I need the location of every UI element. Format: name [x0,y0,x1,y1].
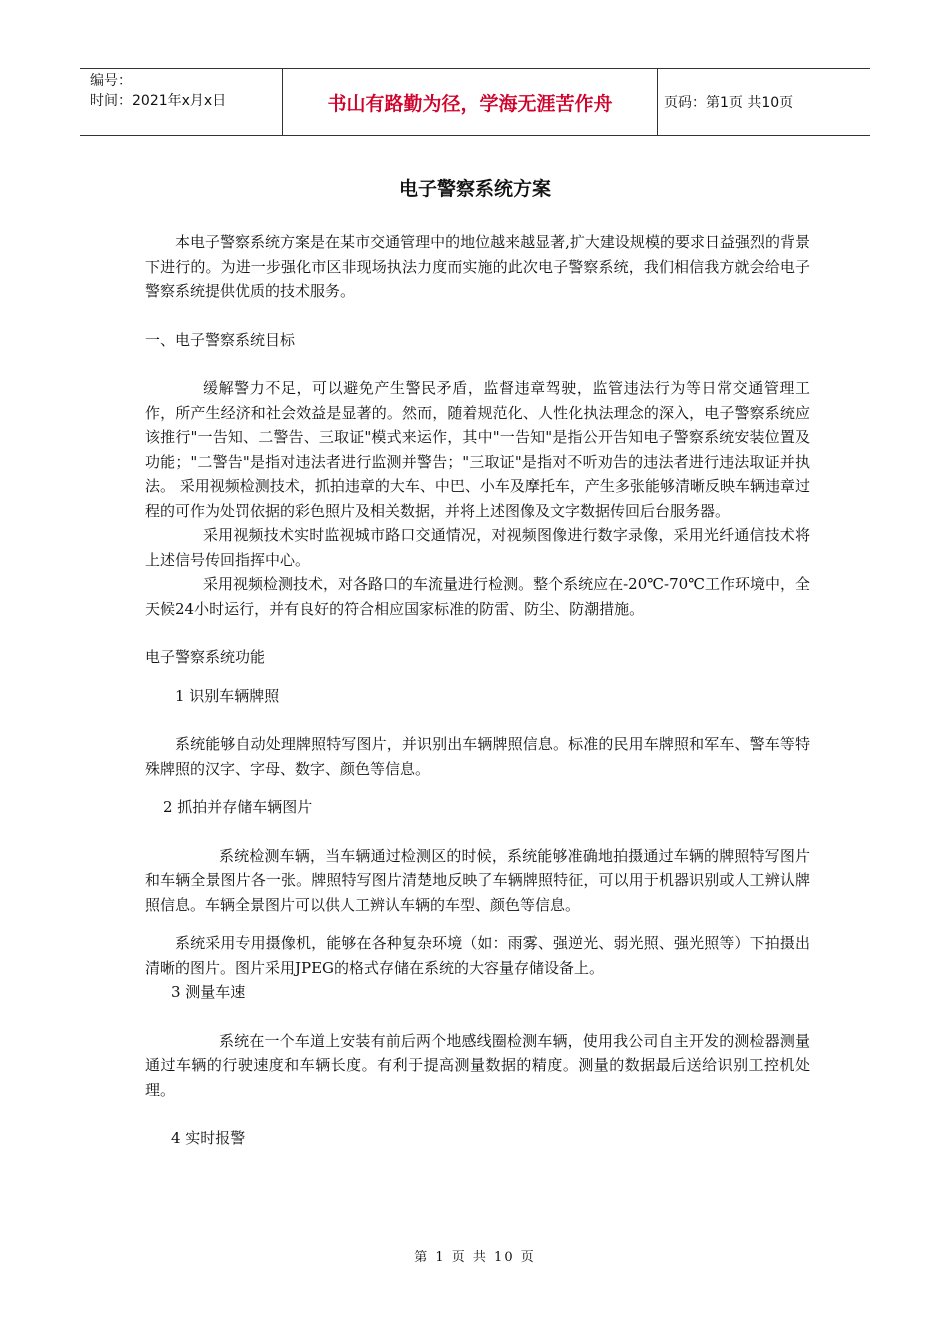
page-header [80,68,870,136]
section-heading-functions: 电子警察系统功能 [145,648,266,666]
capture-store-paragraph-1: 系统检测车辆，当车辆通过检测区的时候，系统能够准确地拍摄通过车辆的牌照特写图片和车辆全景图片各一张。牌照特写图片清楚地反映了车辆牌照特征，可以用于机器识别或人工辨认牌照信息。车辆全景图片可以供人工辨认车辆的车型、颜色等信息。 [145,846,810,914]
document-title: 电子警察系统方案 [398,178,551,200]
plate-recognition-paragraph: 系统能够自动处理牌照特写图片，并识别出车辆牌照信息。标准的民用车牌照和军车、警车等特殊牌照的汉字、字母、数字、颜色等信息。 [145,735,810,778]
capture-store-paragraph-2: 系统采用专用摄像机，能够在各种复杂环境（如：雨雾、强逆光、弱光照、强光照等）下拍摄出清晰的图片。图片采用JPEG的格式存储在系统的大容量存储设备上。 [145,934,810,977]
item-heading-plate-recognition: 1 识别车辆牌照 [175,686,280,705]
intro-paragraph: 本电子警察系统方案是在某市交通管理中的地位越来越显著,扩大建设规模的要求日益强烈的背景下进行的。为进一步强化市区非现场执法力度而实施的此次电子警察系统，我们相信我方就会给电子警察系统提供优质的技术服务。 [145,233,810,300]
item-heading-speed: 3 测量车速 [171,983,246,1001]
header-meta [80,69,282,135]
goals-paragraph-1: 缓解警力不足，可以避免产生警民矛盾，监督违章驾驶，监管违法行为等日常交通管理工作，所产生经济和社会效益是显著的。然而，随着规范化、人性化执法理念的深入，电子警察系统应该推行"一告知、二警告、三取证"模式来运作，其中"一告知"是指公开告知电子警察系统安装位置及功能；"二警告"是指对违法者进行监测并警告；"三取证"是指对不听劝告的违法者进行违法取证并执法。 采用视频检测技术，抓拍违章的大车、中巴、小车及摩托车，产生多张能够清晰反映车辆违章过程的可作为处罚依据的彩色照片及相关数据，并将上述图像及文字数据传回后台服务器。 [145,379,810,520]
speed-paragraph: 系统在一个车道上安装有前后两个地感线圈检测车辆，使用我公司自主开发的测检器测量通过车辆的行驶速度和车辆长度。有利于提高测量数据的精度。测量的数据最后送给识别工控机处理。 [145,1031,810,1099]
goals-paragraph-2: 采用视频技术实时监视城市路口交通情况，对视频图像进行数字录像，采用光纤通信技术将上述信号传回指挥中心。 [145,526,810,569]
document-body [145,230,810,1151]
item-heading-capture-store: 2 抓拍并存储车辆图片 [163,798,313,816]
item-heading-alarm: 4 实时报警 [171,1129,246,1147]
header-motto: 书山有路勤为径，学海无涯苦作舟 [282,69,658,135]
goals-paragraph-3: 采用视频检测技术，对各路口的车流量进行检测。整个系统应在-20℃-70℃工作环境中，全天候24小时运行，并有良好的符合相应国家标准的防雷、防尘、防潮措施。 [145,575,810,618]
document-time-label: 时间：2021年x月x日 [90,93,227,109]
section-heading-goals: 一、电子警察系统目标 [145,330,296,349]
page-footer: 第 1 页 共 10 页 [414,1250,536,1265]
document-number-label: 编号： [90,73,132,89]
header-page-info: 页码：第1页 共10页 [664,95,794,111]
